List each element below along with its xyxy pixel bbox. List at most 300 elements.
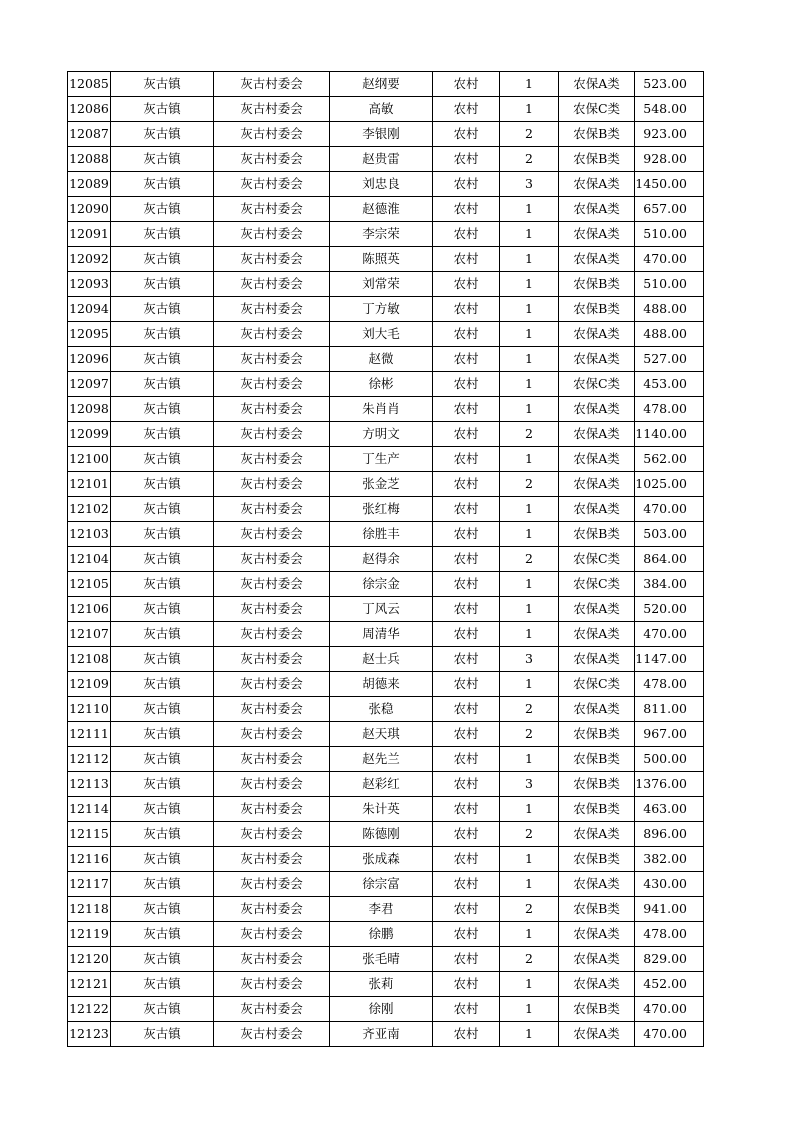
cell-count: 1 bbox=[500, 447, 559, 472]
cell-area: 农村 bbox=[433, 197, 500, 222]
cell-count: 2 bbox=[500, 547, 559, 572]
cell-category: 农保A类 bbox=[559, 972, 635, 997]
cell-area: 农村 bbox=[433, 1022, 500, 1047]
cell-area: 农村 bbox=[433, 97, 500, 122]
cell-village: 灰古村委会 bbox=[214, 147, 330, 172]
cell-count: 1 bbox=[500, 272, 559, 297]
cell-name: 赵士兵 bbox=[330, 647, 433, 672]
cell-amount: 1376.00 bbox=[635, 772, 704, 797]
cell-town: 灰古镇 bbox=[111, 847, 214, 872]
cell-name: 徐彬 bbox=[330, 372, 433, 397]
cell-name: 张莉 bbox=[330, 972, 433, 997]
table-row bbox=[68, 672, 704, 697]
table-row bbox=[68, 797, 704, 822]
cell-town: 灰古镇 bbox=[111, 772, 214, 797]
cell-area: 农村 bbox=[433, 297, 500, 322]
cell-id: 12092 bbox=[68, 247, 111, 272]
cell-amount: 967.00 bbox=[635, 722, 704, 747]
cell-town: 灰古镇 bbox=[111, 422, 214, 447]
table-row bbox=[68, 872, 704, 897]
cell-area: 农村 bbox=[433, 122, 500, 147]
cell-town: 灰古镇 bbox=[111, 647, 214, 672]
table-row bbox=[68, 247, 704, 272]
cell-village: 灰古村委会 bbox=[214, 472, 330, 497]
cell-village: 灰古村委会 bbox=[214, 897, 330, 922]
cell-id: 12112 bbox=[68, 747, 111, 772]
cell-id: 12097 bbox=[68, 372, 111, 397]
cell-name: 赵纲要 bbox=[330, 72, 433, 97]
cell-amount: 452.00 bbox=[635, 972, 704, 997]
table-row bbox=[68, 897, 704, 922]
cell-name: 张稳 bbox=[330, 697, 433, 722]
cell-area: 农村 bbox=[433, 972, 500, 997]
cell-name: 齐亚南 bbox=[330, 1022, 433, 1047]
cell-count: 1 bbox=[500, 372, 559, 397]
cell-village: 灰古村委会 bbox=[214, 922, 330, 947]
cell-count: 1 bbox=[500, 597, 559, 622]
cell-area: 农村 bbox=[433, 947, 500, 972]
cell-category: 农保B类 bbox=[559, 747, 635, 772]
cell-village: 灰古村委会 bbox=[214, 672, 330, 697]
cell-id: 12101 bbox=[68, 472, 111, 497]
cell-town: 灰古镇 bbox=[111, 272, 214, 297]
cell-area: 农村 bbox=[433, 572, 500, 597]
cell-town: 灰古镇 bbox=[111, 397, 214, 422]
cell-amount: 453.00 bbox=[635, 372, 704, 397]
cell-town: 灰古镇 bbox=[111, 522, 214, 547]
cell-village: 灰古村委会 bbox=[214, 297, 330, 322]
cell-town: 灰古镇 bbox=[111, 822, 214, 847]
cell-amount: 1450.00 bbox=[635, 172, 704, 197]
table-row bbox=[68, 997, 704, 1022]
cell-area: 农村 bbox=[433, 272, 500, 297]
cell-count: 2 bbox=[500, 422, 559, 447]
table-row bbox=[68, 647, 704, 672]
cell-name: 张红梅 bbox=[330, 497, 433, 522]
cell-id: 12095 bbox=[68, 322, 111, 347]
cell-id: 12108 bbox=[68, 647, 111, 672]
cell-area: 农村 bbox=[433, 822, 500, 847]
cell-count: 1 bbox=[500, 522, 559, 547]
cell-category: 农保B类 bbox=[559, 722, 635, 747]
cell-name: 高敏 bbox=[330, 97, 433, 122]
cell-id: 12104 bbox=[68, 547, 111, 572]
cell-id: 12089 bbox=[68, 172, 111, 197]
cell-area: 农村 bbox=[433, 722, 500, 747]
cell-name: 李君 bbox=[330, 897, 433, 922]
cell-amount: 829.00 bbox=[635, 947, 704, 972]
cell-count: 1 bbox=[500, 922, 559, 947]
cell-village: 灰古村委会 bbox=[214, 222, 330, 247]
cell-town: 灰古镇 bbox=[111, 797, 214, 822]
cell-amount: 510.00 bbox=[635, 222, 704, 247]
cell-town: 灰古镇 bbox=[111, 147, 214, 172]
cell-area: 农村 bbox=[433, 647, 500, 672]
cell-id: 12093 bbox=[68, 272, 111, 297]
cell-amount: 864.00 bbox=[635, 547, 704, 572]
cell-area: 农村 bbox=[433, 797, 500, 822]
cell-town: 灰古镇 bbox=[111, 347, 214, 372]
cell-id: 12109 bbox=[68, 672, 111, 697]
cell-name: 赵彩红 bbox=[330, 772, 433, 797]
table-row bbox=[68, 922, 704, 947]
cell-town: 灰古镇 bbox=[111, 872, 214, 897]
cell-category: 农保A类 bbox=[559, 172, 635, 197]
cell-name: 丁生产 bbox=[330, 447, 433, 472]
cell-amount: 384.00 bbox=[635, 572, 704, 597]
cell-amount: 523.00 bbox=[635, 72, 704, 97]
cell-village: 灰古村委会 bbox=[214, 772, 330, 797]
cell-name: 李宗荣 bbox=[330, 222, 433, 247]
cell-name: 赵天琪 bbox=[330, 722, 433, 747]
cell-id: 12105 bbox=[68, 572, 111, 597]
cell-category: 农保B类 bbox=[559, 272, 635, 297]
cell-name: 胡德来 bbox=[330, 672, 433, 697]
table-row bbox=[68, 722, 704, 747]
cell-town: 灰古镇 bbox=[111, 322, 214, 347]
cell-town: 灰古镇 bbox=[111, 972, 214, 997]
cell-village: 灰古村委会 bbox=[214, 372, 330, 397]
cell-village: 灰古村委会 bbox=[214, 422, 330, 447]
cell-area: 农村 bbox=[433, 397, 500, 422]
cell-name: 刘忠良 bbox=[330, 172, 433, 197]
cell-id: 12090 bbox=[68, 197, 111, 222]
cell-town: 灰古镇 bbox=[111, 472, 214, 497]
cell-count: 2 bbox=[500, 822, 559, 847]
cell-name: 方明文 bbox=[330, 422, 433, 447]
cell-amount: 430.00 bbox=[635, 872, 704, 897]
cell-name: 徐宗富 bbox=[330, 872, 433, 897]
cell-id: 12119 bbox=[68, 922, 111, 947]
cell-id: 12122 bbox=[68, 997, 111, 1022]
cell-category: 农保C类 bbox=[559, 372, 635, 397]
cell-category: 农保A类 bbox=[559, 872, 635, 897]
cell-name: 张金芝 bbox=[330, 472, 433, 497]
cell-area: 农村 bbox=[433, 247, 500, 272]
cell-town: 灰古镇 bbox=[111, 572, 214, 597]
cell-amount: 470.00 bbox=[635, 1022, 704, 1047]
cell-count: 1 bbox=[500, 97, 559, 122]
cell-town: 灰古镇 bbox=[111, 722, 214, 747]
cell-village: 灰古村委会 bbox=[214, 447, 330, 472]
cell-count: 2 bbox=[500, 947, 559, 972]
table-row bbox=[68, 947, 704, 972]
cell-id: 12117 bbox=[68, 872, 111, 897]
cell-id: 12100 bbox=[68, 447, 111, 472]
cell-village: 灰古村委会 bbox=[214, 397, 330, 422]
cell-town: 灰古镇 bbox=[111, 597, 214, 622]
cell-name: 赵德淮 bbox=[330, 197, 433, 222]
cell-amount: 562.00 bbox=[635, 447, 704, 472]
table-row bbox=[68, 522, 704, 547]
cell-village: 灰古村委会 bbox=[214, 247, 330, 272]
cell-area: 农村 bbox=[433, 597, 500, 622]
cell-name: 徐鹏 bbox=[330, 922, 433, 947]
cell-name: 徐刚 bbox=[330, 997, 433, 1022]
cell-town: 灰古镇 bbox=[111, 97, 214, 122]
cell-village: 灰古村委会 bbox=[214, 497, 330, 522]
cell-id: 12099 bbox=[68, 422, 111, 447]
cell-area: 农村 bbox=[433, 72, 500, 97]
cell-count: 1 bbox=[500, 297, 559, 322]
cell-category: 农保B类 bbox=[559, 522, 635, 547]
table-row bbox=[68, 172, 704, 197]
cell-amount: 1147.00 bbox=[635, 647, 704, 672]
cell-area: 农村 bbox=[433, 147, 500, 172]
cell-amount: 811.00 bbox=[635, 697, 704, 722]
cell-amount: 470.00 bbox=[635, 997, 704, 1022]
cell-name: 张成森 bbox=[330, 847, 433, 872]
cell-count: 1 bbox=[500, 397, 559, 422]
cell-count: 1 bbox=[500, 347, 559, 372]
cell-amount: 941.00 bbox=[635, 897, 704, 922]
cell-count: 2 bbox=[500, 697, 559, 722]
cell-village: 灰古村委会 bbox=[214, 622, 330, 647]
roster-body bbox=[68, 72, 704, 1047]
table-row bbox=[68, 572, 704, 597]
cell-village: 灰古村委会 bbox=[214, 997, 330, 1022]
table-row bbox=[68, 772, 704, 797]
cell-area: 农村 bbox=[433, 622, 500, 647]
cell-area: 农村 bbox=[433, 322, 500, 347]
cell-area: 农村 bbox=[433, 447, 500, 472]
cell-count: 1 bbox=[500, 997, 559, 1022]
cell-count: 1 bbox=[500, 197, 559, 222]
cell-amount: 463.00 bbox=[635, 797, 704, 822]
cell-category: 农保B类 bbox=[559, 297, 635, 322]
cell-amount: 527.00 bbox=[635, 347, 704, 372]
table-row bbox=[68, 397, 704, 422]
cell-category: 农保A类 bbox=[559, 197, 635, 222]
table-row bbox=[68, 372, 704, 397]
cell-id: 12107 bbox=[68, 622, 111, 647]
cell-category: 农保A类 bbox=[559, 347, 635, 372]
cell-amount: 488.00 bbox=[635, 297, 704, 322]
cell-area: 农村 bbox=[433, 997, 500, 1022]
cell-town: 灰古镇 bbox=[111, 197, 214, 222]
cell-id: 12114 bbox=[68, 797, 111, 822]
cell-town: 灰古镇 bbox=[111, 497, 214, 522]
cell-category: 农保B类 bbox=[559, 772, 635, 797]
cell-area: 农村 bbox=[433, 847, 500, 872]
cell-category: 农保A类 bbox=[559, 247, 635, 272]
cell-amount: 478.00 bbox=[635, 922, 704, 947]
table-row bbox=[68, 972, 704, 997]
cell-category: 农保A类 bbox=[559, 397, 635, 422]
cell-id: 12085 bbox=[68, 72, 111, 97]
cell-category: 农保B类 bbox=[559, 897, 635, 922]
cell-town: 灰古镇 bbox=[111, 447, 214, 472]
cell-town: 灰古镇 bbox=[111, 172, 214, 197]
cell-count: 1 bbox=[500, 622, 559, 647]
cell-area: 农村 bbox=[433, 672, 500, 697]
cell-category: 农保A类 bbox=[559, 1022, 635, 1047]
cell-count: 1 bbox=[500, 247, 559, 272]
table-row bbox=[68, 347, 704, 372]
cell-category: 农保A类 bbox=[559, 947, 635, 972]
cell-area: 农村 bbox=[433, 747, 500, 772]
table-row bbox=[68, 197, 704, 222]
cell-category: 农保B类 bbox=[559, 797, 635, 822]
cell-count: 3 bbox=[500, 647, 559, 672]
cell-count: 1 bbox=[500, 572, 559, 597]
cell-town: 灰古镇 bbox=[111, 372, 214, 397]
cell-village: 灰古村委会 bbox=[214, 172, 330, 197]
cell-name: 赵微 bbox=[330, 347, 433, 372]
cell-village: 灰古村委会 bbox=[214, 72, 330, 97]
cell-village: 灰古村委会 bbox=[214, 647, 330, 672]
cell-category: 农保A类 bbox=[559, 822, 635, 847]
cell-amount: 510.00 bbox=[635, 272, 704, 297]
table-row bbox=[68, 322, 704, 347]
cell-name: 李银刚 bbox=[330, 122, 433, 147]
cell-area: 农村 bbox=[433, 547, 500, 572]
cell-id: 12120 bbox=[68, 947, 111, 972]
cell-village: 灰古村委会 bbox=[214, 597, 330, 622]
table-row bbox=[68, 1022, 704, 1047]
cell-area: 农村 bbox=[433, 772, 500, 797]
cell-town: 灰古镇 bbox=[111, 622, 214, 647]
cell-category: 农保A类 bbox=[559, 222, 635, 247]
cell-count: 1 bbox=[500, 222, 559, 247]
cell-village: 灰古村委会 bbox=[214, 572, 330, 597]
cell-name: 赵得余 bbox=[330, 547, 433, 572]
cell-count: 2 bbox=[500, 472, 559, 497]
cell-count: 1 bbox=[500, 747, 559, 772]
cell-name: 赵先兰 bbox=[330, 747, 433, 772]
table-row bbox=[68, 122, 704, 147]
cell-category: 农保A类 bbox=[559, 622, 635, 647]
cell-count: 1 bbox=[500, 497, 559, 522]
cell-village: 灰古村委会 bbox=[214, 972, 330, 997]
cell-category: 农保A类 bbox=[559, 697, 635, 722]
cell-count: 2 bbox=[500, 897, 559, 922]
cell-category: 农保A类 bbox=[559, 72, 635, 97]
table-row bbox=[68, 847, 704, 872]
cell-amount: 896.00 bbox=[635, 822, 704, 847]
cell-name: 徐胜丰 bbox=[330, 522, 433, 547]
cell-area: 农村 bbox=[433, 897, 500, 922]
cell-area: 农村 bbox=[433, 347, 500, 372]
cell-area: 农村 bbox=[433, 472, 500, 497]
table-row bbox=[68, 272, 704, 297]
cell-town: 灰古镇 bbox=[111, 947, 214, 972]
cell-id: 12116 bbox=[68, 847, 111, 872]
cell-village: 灰古村委会 bbox=[214, 697, 330, 722]
cell-count: 1 bbox=[500, 322, 559, 347]
cell-count: 2 bbox=[500, 122, 559, 147]
cell-count: 1 bbox=[500, 972, 559, 997]
cell-count: 2 bbox=[500, 722, 559, 747]
cell-amount: 928.00 bbox=[635, 147, 704, 172]
cell-name: 朱计英 bbox=[330, 797, 433, 822]
cell-area: 农村 bbox=[433, 422, 500, 447]
cell-category: 农保A类 bbox=[559, 322, 635, 347]
cell-category: 农保A类 bbox=[559, 497, 635, 522]
cell-town: 灰古镇 bbox=[111, 922, 214, 947]
cell-name: 赵贵雷 bbox=[330, 147, 433, 172]
table-row bbox=[68, 222, 704, 247]
table-row bbox=[68, 822, 704, 847]
cell-category: 农保C类 bbox=[559, 672, 635, 697]
cell-village: 灰古村委会 bbox=[214, 822, 330, 847]
cell-village: 灰古村委会 bbox=[214, 872, 330, 897]
cell-village: 灰古村委会 bbox=[214, 1022, 330, 1047]
cell-id: 12111 bbox=[68, 722, 111, 747]
cell-id: 12102 bbox=[68, 497, 111, 522]
cell-name: 张毛晴 bbox=[330, 947, 433, 972]
cell-amount: 520.00 bbox=[635, 597, 704, 622]
cell-id: 12123 bbox=[68, 1022, 111, 1047]
cell-amount: 478.00 bbox=[635, 672, 704, 697]
table-row bbox=[68, 622, 704, 647]
cell-village: 灰古村委会 bbox=[214, 522, 330, 547]
cell-area: 农村 bbox=[433, 697, 500, 722]
cell-area: 农村 bbox=[433, 922, 500, 947]
cell-id: 12088 bbox=[68, 147, 111, 172]
cell-town: 灰古镇 bbox=[111, 247, 214, 272]
cell-village: 灰古村委会 bbox=[214, 722, 330, 747]
cell-id: 12115 bbox=[68, 822, 111, 847]
cell-amount: 382.00 bbox=[635, 847, 704, 872]
cell-amount: 548.00 bbox=[635, 97, 704, 122]
cell-id: 12086 bbox=[68, 97, 111, 122]
cell-name: 丁方敏 bbox=[330, 297, 433, 322]
cell-category: 农保A类 bbox=[559, 422, 635, 447]
cell-village: 灰古村委会 bbox=[214, 547, 330, 572]
table-row bbox=[68, 597, 704, 622]
cell-name: 陈德刚 bbox=[330, 822, 433, 847]
cell-area: 农村 bbox=[433, 872, 500, 897]
cell-category: 农保A类 bbox=[559, 922, 635, 947]
cell-count: 1 bbox=[500, 847, 559, 872]
cell-id: 12113 bbox=[68, 772, 111, 797]
cell-amount: 488.00 bbox=[635, 322, 704, 347]
cell-count: 3 bbox=[500, 772, 559, 797]
cell-id: 12106 bbox=[68, 597, 111, 622]
cell-name: 徐宗金 bbox=[330, 572, 433, 597]
cell-amount: 470.00 bbox=[635, 622, 704, 647]
cell-category: 农保A类 bbox=[559, 597, 635, 622]
cell-category: 农保A类 bbox=[559, 447, 635, 472]
cell-count: 3 bbox=[500, 172, 559, 197]
cell-town: 灰古镇 bbox=[111, 122, 214, 147]
cell-town: 灰古镇 bbox=[111, 897, 214, 922]
cell-town: 灰古镇 bbox=[111, 997, 214, 1022]
cell-name: 朱肖肖 bbox=[330, 397, 433, 422]
cell-area: 农村 bbox=[433, 497, 500, 522]
cell-village: 灰古村委会 bbox=[214, 847, 330, 872]
cell-count: 1 bbox=[500, 1022, 559, 1047]
table-row bbox=[68, 72, 704, 97]
cell-village: 灰古村委会 bbox=[214, 272, 330, 297]
cell-village: 灰古村委会 bbox=[214, 197, 330, 222]
cell-area: 农村 bbox=[433, 222, 500, 247]
roster-table bbox=[67, 71, 704, 1047]
cell-count: 1 bbox=[500, 797, 559, 822]
cell-name: 陈照英 bbox=[330, 247, 433, 272]
table-row bbox=[68, 297, 704, 322]
cell-village: 灰古村委会 bbox=[214, 97, 330, 122]
cell-count: 1 bbox=[500, 72, 559, 97]
cell-name: 刘大毛 bbox=[330, 322, 433, 347]
cell-village: 灰古村委会 bbox=[214, 322, 330, 347]
cell-amount: 500.00 bbox=[635, 747, 704, 772]
cell-town: 灰古镇 bbox=[111, 72, 214, 97]
table-row bbox=[68, 497, 704, 522]
cell-amount: 478.00 bbox=[635, 397, 704, 422]
cell-town: 灰古镇 bbox=[111, 672, 214, 697]
